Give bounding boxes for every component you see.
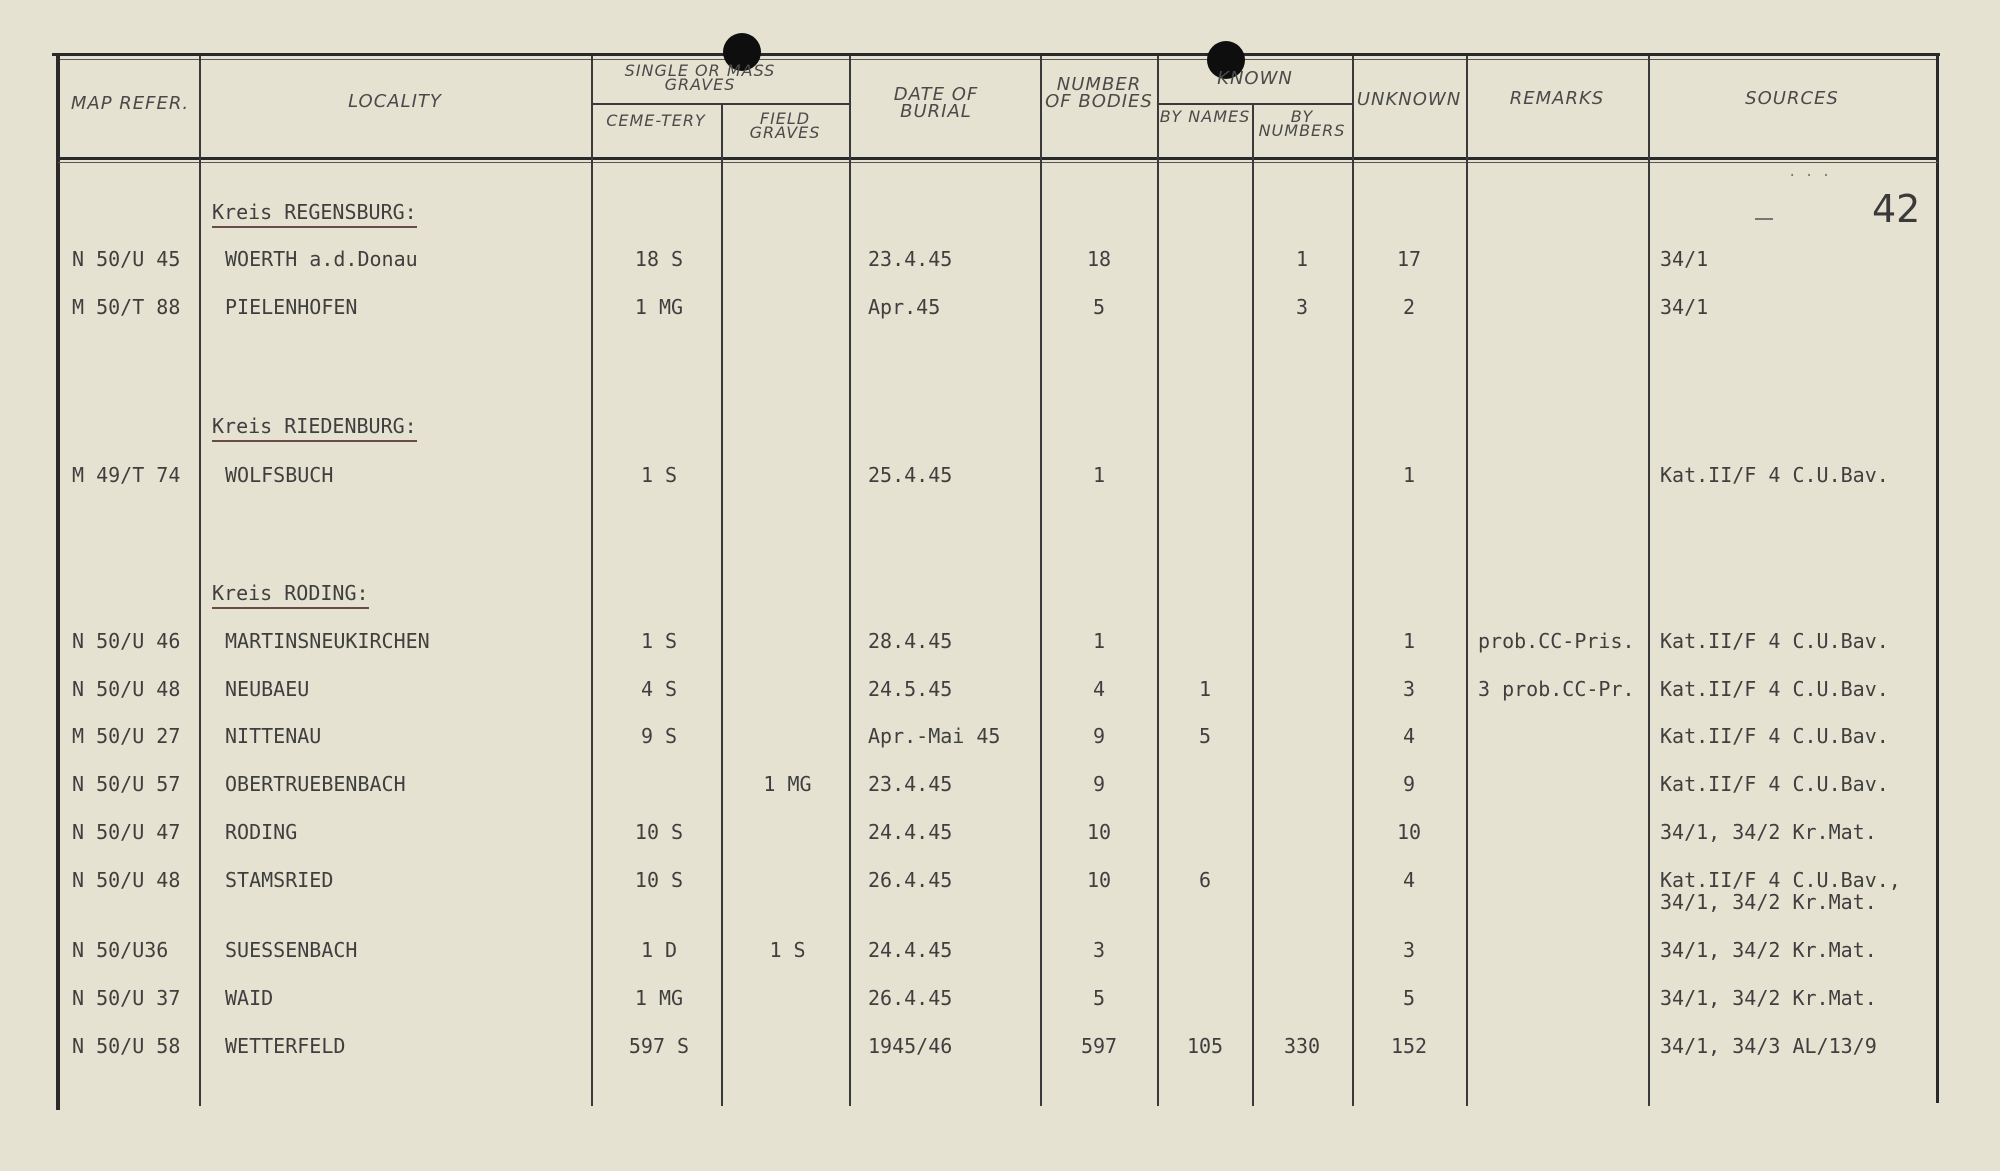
unknown-count-cell: 17 — [1396, 247, 1422, 271]
burial-date-cell: 26.4.45 — [868, 986, 953, 1010]
header-remarks: REMARKS — [1509, 88, 1605, 109]
unknown-count-cell: 4 — [1402, 724, 1416, 748]
bodies-count-cell: 1 — [1092, 629, 1106, 653]
header-locality: LOCALITY — [348, 91, 442, 112]
sources-cell: Kat.II/F 4 C.U.Bav. — [1660, 677, 1889, 701]
sources-cell: 34/1, 34/2 Kr.Mat. — [1660, 820, 1877, 844]
header-by-numbers: BY NUMBERS — [1258, 107, 1346, 140]
col-divider-remarks — [1648, 56, 1650, 1106]
bodies-count-cell: 5 — [1092, 986, 1106, 1010]
cemetery-cell: 9 S — [640, 724, 678, 748]
locality-cell: WETTERFELD — [225, 1034, 346, 1058]
locality-cell: STAMSRIED — [225, 868, 334, 892]
bodies-count-cell: 10 — [1086, 820, 1112, 844]
header-field-graves: FIELD GRAVES — [749, 109, 821, 142]
sources-cell: Kat.II/F 4 C.U.Bav. — [1660, 629, 1889, 653]
burial-date-cell: 24.5.45 — [868, 677, 953, 701]
burial-date-cell: 26.4.45 — [868, 868, 953, 892]
unknown-count-cell: 152 — [1390, 1034, 1428, 1058]
sources-cell: 34/1 — [1660, 247, 1709, 271]
burial-date-cell: Apr.45 — [868, 295, 941, 319]
locality-cell: NITTENAU — [225, 724, 322, 748]
pencil-dots: · · · — [1788, 168, 1831, 184]
bodies-count-cell: 4 — [1092, 677, 1106, 701]
bodies-count-cell: 10 — [1086, 868, 1112, 892]
sources-cell: 34/1 — [1660, 295, 1709, 319]
page-number: 42 — [1872, 187, 1921, 231]
header-single-mass: SINGLE OR MASS GRAVES — [624, 61, 776, 94]
unknown-count-cell: 10 — [1396, 820, 1422, 844]
header-divider-inner — [58, 162, 1938, 163]
map-reference-cell: M 49/T 74 — [72, 463, 181, 487]
sources-cell: 34/1, 34/2 Kr.Mat. — [1660, 986, 1877, 1010]
burial-date-cell: 24.4.45 — [868, 938, 953, 962]
map-reference-cell: N 50/U 37 — [72, 986, 181, 1010]
cemetery-cell: 597 S — [628, 1034, 690, 1058]
header-divider — [58, 157, 1938, 160]
header-date-of-burial: DATE OF BURIAL — [893, 84, 979, 122]
cemetery-cell: 1 S — [640, 629, 678, 653]
field-graves-cell: 1 S — [769, 938, 806, 962]
header-known: KNOWN — [1217, 68, 1293, 89]
remarks-cell: prob.CC-Pris. — [1478, 629, 1635, 653]
known-by-numbers-cell: 1 — [1295, 247, 1309, 271]
locality-cell: NEUBAEU — [225, 677, 310, 701]
cemetery-cell: 1 D — [640, 938, 678, 962]
unknown-count-cell: 3 — [1402, 677, 1416, 701]
unknown-count-cell: 3 — [1402, 938, 1416, 962]
sources-cell: Kat.II/F 4 C.U.Bav. — [1660, 724, 1889, 748]
sources-cell: Kat.II/F 4 C.U.Bav. — [1660, 463, 1889, 487]
burial-date-cell: 23.4.45 — [868, 247, 953, 271]
map-reference-cell: M 50/T 88 — [72, 295, 181, 319]
cemetery-cell: 18 S — [634, 247, 684, 271]
map-reference-cell: N 50/U 57 — [72, 772, 181, 796]
map-reference-cell: M 50/U 27 — [72, 724, 181, 748]
section-heading: Kreis REGENSBURG: — [212, 200, 417, 228]
section-heading: Kreis RIEDENBURG: — [212, 414, 417, 442]
map-reference-cell: N 50/U 47 — [72, 820, 181, 844]
burial-date-cell: 28.4.45 — [868, 629, 953, 653]
known-by-names-cell: 6 — [1198, 868, 1212, 892]
locality-cell: WOERTH a.d.Donau — [225, 247, 418, 271]
remarks-cell: 3 prob.CC-Pr. — [1478, 677, 1635, 701]
header-by-names: BY NAMES — [1159, 107, 1251, 126]
cemetery-cell: 1 MG — [634, 986, 684, 1010]
locality-cell: WOLFSBUCH — [225, 463, 334, 487]
known-by-names-cell: 105 — [1186, 1034, 1224, 1058]
locality-cell: OBERTRUEBENBACH — [225, 772, 406, 796]
cemetery-cell: 10 S — [634, 868, 684, 892]
locality-cell: SUESSENBACH — [225, 938, 358, 962]
pencil-mark — [1755, 218, 1773, 220]
header-sources: SOURCES — [1745, 88, 1839, 109]
sources-cell-continued: 34/1, 34/2 Kr.Mat. — [1660, 890, 1877, 914]
left-border — [56, 53, 60, 1110]
top-border — [52, 53, 1940, 56]
map-reference-cell: N 50/U 45 — [72, 247, 181, 271]
burial-date-cell: 25.4.45 — [868, 463, 953, 487]
unknown-count-cell: 9 — [1402, 772, 1416, 796]
cemetery-cell: 1 MG — [634, 295, 684, 319]
header-map-refer: MAP REFER. — [70, 93, 190, 114]
bodies-count-cell: 5 — [1092, 295, 1106, 319]
map-reference-cell: N 50/U36 — [72, 938, 169, 962]
known-by-names-cell: 5 — [1198, 724, 1212, 748]
locality-cell: PIELENHOFEN — [225, 295, 358, 319]
sources-cell: 34/1, 34/3 AL/13/9 — [1660, 1034, 1877, 1058]
section-heading: Kreis RODING: — [212, 581, 369, 609]
map-reference-cell: N 50/U 46 — [72, 629, 181, 653]
top-border-inner — [56, 59, 1936, 60]
unknown-count-cell: 2 — [1402, 295, 1416, 319]
cemetery-cell: 4 S — [640, 677, 678, 701]
header-unknown: UNKNOWN — [1356, 89, 1462, 110]
unknown-count-cell: 5 — [1402, 986, 1416, 1010]
locality-cell: RODING — [225, 820, 298, 844]
col-divider-bodies — [1157, 56, 1159, 1106]
bodies-count-cell: 9 — [1092, 724, 1106, 748]
map-reference-cell: N 50/U 58 — [72, 1034, 181, 1058]
map-reference-cell: N 50/U 48 — [72, 868, 181, 892]
col-divider-map — [199, 56, 201, 1106]
field-graves-cell: 1 MG — [763, 772, 812, 796]
known-by-names-cell: 1 — [1198, 677, 1212, 701]
unknown-count-cell: 1 — [1402, 463, 1416, 487]
bodies-count-cell: 18 — [1086, 247, 1112, 271]
header-number-of-bodies: NUMBER OF BODIES — [1045, 74, 1153, 112]
locality-cell: WAID — [225, 986, 274, 1010]
locality-cell: MARTINSNEUKIRCHEN — [225, 629, 430, 653]
bodies-count-cell: 3 — [1092, 938, 1106, 962]
known-by-numbers-cell: 330 — [1283, 1034, 1321, 1058]
known-by-numbers-cell: 3 — [1295, 295, 1309, 319]
known-subheader-line — [1157, 103, 1352, 105]
unknown-count-cell: 4 — [1402, 868, 1416, 892]
sources-cell: 34/1, 34/2 Kr.Mat. — [1660, 938, 1877, 962]
map-reference-cell: N 50/U 48 — [72, 677, 181, 701]
bodies-count-cell: 9 — [1092, 772, 1106, 796]
graves-subheader-line — [591, 103, 849, 105]
header-cemetery: CEME-TERY — [606, 111, 706, 130]
cemetery-cell: 10 S — [634, 820, 684, 844]
sources-cell: Kat.II/F 4 C.U.Bav. — [1660, 772, 1889, 796]
burial-date-cell: 24.4.45 — [868, 820, 953, 844]
cemetery-cell: 1 S — [640, 463, 678, 487]
burial-date-cell: 23.4.45 — [868, 772, 953, 796]
col-divider-unknown — [1466, 56, 1468, 1106]
bodies-count-cell: 1 — [1092, 463, 1106, 487]
right-border — [1936, 53, 1939, 1103]
burial-date-cell: 1945/46 — [868, 1034, 953, 1058]
burial-date-cell: Apr.-Mai 45 — [868, 724, 1001, 748]
col-divider-locality — [591, 56, 593, 1106]
unknown-count-cell: 1 — [1402, 629, 1416, 653]
bodies-count-cell: 597 — [1080, 1034, 1118, 1058]
sources-cell: Kat.II/F 4 C.U.Bav., — [1660, 868, 1901, 892]
